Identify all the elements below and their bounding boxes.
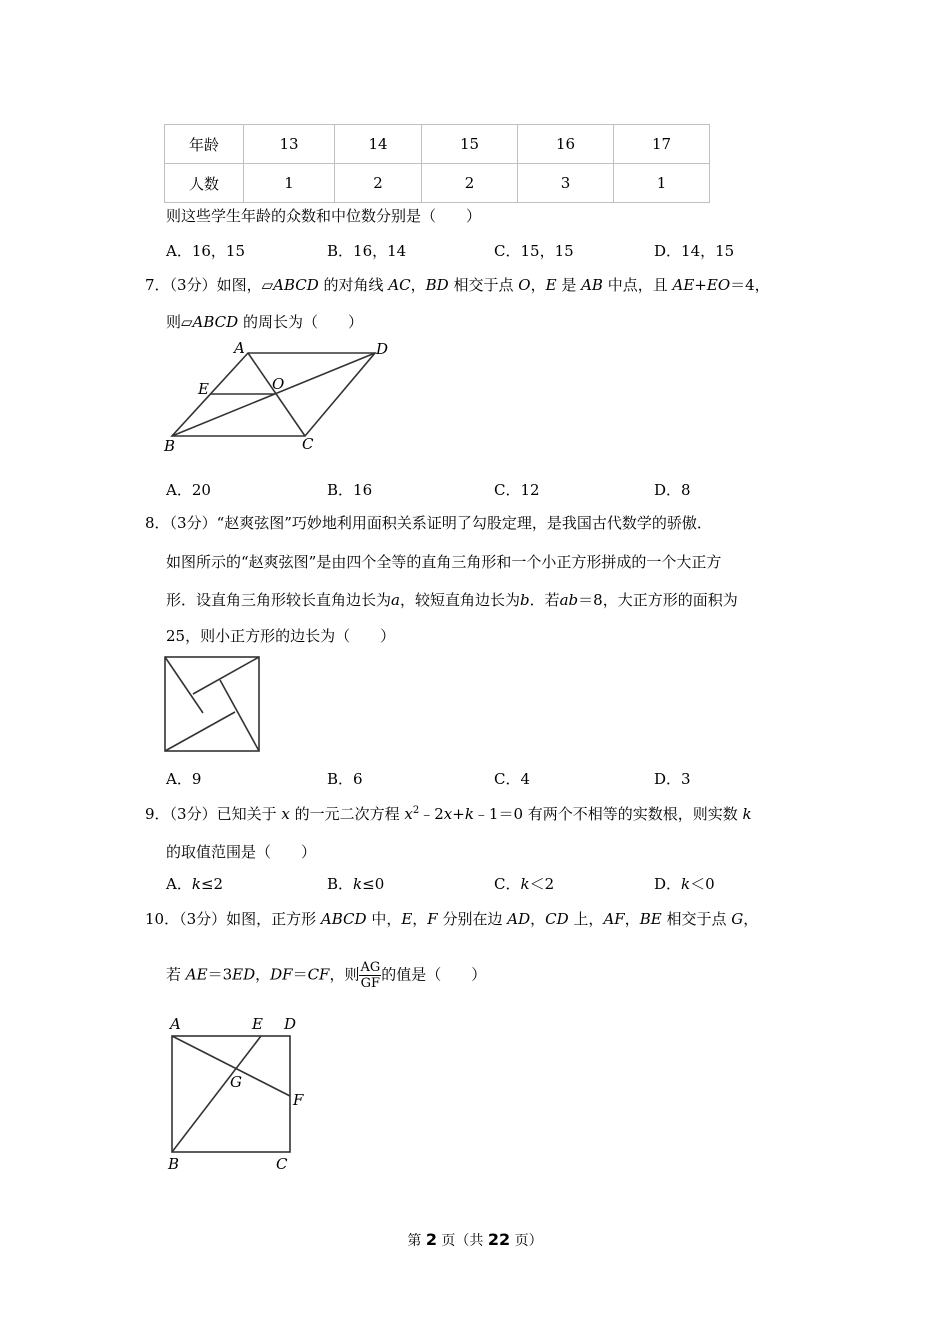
q8-line4: 25，则小正方形的边长为（ ） bbox=[166, 627, 396, 645]
q6-option-c: C．15，15 bbox=[494, 242, 574, 260]
q10-line2: 若 AE＝3ED，DF＝CF，则 $\frac{AG}{GF}$ 的值是（ ） bbox=[166, 960, 487, 991]
q10-number: 10． bbox=[145, 910, 180, 928]
q10-square-figure bbox=[160, 1012, 320, 1177]
q9-option-a: A．k≤2 bbox=[166, 875, 224, 893]
table-cell: 13 bbox=[244, 125, 335, 164]
table-cell: 1 bbox=[244, 164, 335, 203]
q8-option-d: D．3 bbox=[654, 770, 691, 788]
q9-number: 9． bbox=[145, 805, 170, 823]
q8-number: 8． bbox=[145, 514, 170, 532]
total-page-count: 22 bbox=[487, 1230, 511, 1249]
table-cell: 3 bbox=[518, 164, 614, 203]
q10-label-c: C bbox=[276, 1155, 288, 1173]
q7-label-o: O bbox=[272, 375, 285, 393]
q9-option-c: C．k＜2 bbox=[494, 875, 555, 893]
q7-label-c: C bbox=[302, 435, 314, 453]
q10-label-d: D bbox=[284, 1015, 297, 1033]
q7-label-e: E bbox=[198, 380, 209, 398]
q8-option-a: A．9 bbox=[166, 770, 202, 788]
table-cell: 2 bbox=[422, 164, 518, 203]
q7-label-d: D bbox=[376, 340, 389, 358]
q8-option-c: C．4 bbox=[494, 770, 531, 788]
page-footer: 第 2 页（共 22 页） bbox=[407, 1230, 543, 1249]
table-cell: 17 bbox=[614, 125, 710, 164]
q7-line2: 则▱ABCD 的周长为（ ） bbox=[166, 313, 363, 331]
q10-line1: 10．（3分）如图，正方形 ABCD 中，E，F 分别在边 AD，CD 上，AF，BE 相交于点 G， bbox=[145, 910, 759, 928]
q7-option-b: B．16 bbox=[327, 481, 373, 499]
table-row bbox=[165, 164, 710, 203]
q9-option-d: D．k＜0 bbox=[654, 875, 715, 893]
q7-label-b: B bbox=[164, 437, 176, 455]
q7-option-c: C．12 bbox=[494, 481, 540, 499]
table-cell: 2 bbox=[335, 164, 422, 203]
q6-option-d: D．14，15 bbox=[654, 242, 735, 260]
q9-option-b: B．k≤0 bbox=[327, 875, 385, 893]
q8-line3: 形．设直角三角形较长直角边长为a，较短直角边长为b．若ab＝8，大正方形的面积为 bbox=[166, 591, 738, 609]
table-cell: 1 bbox=[614, 164, 710, 203]
age-table bbox=[164, 124, 710, 203]
q7-option-d: D．8 bbox=[654, 481, 691, 499]
q8-zhaoshuang-figure bbox=[162, 654, 262, 754]
q10-label-e: E bbox=[252, 1015, 263, 1033]
q6-option-a: A．16，15 bbox=[166, 242, 246, 260]
q7-label-a: A bbox=[234, 339, 245, 357]
q7-score: （3分） bbox=[169, 276, 217, 294]
q6-question-tail: 则这些学生年龄的众数和中位数分别是（ ） bbox=[166, 207, 482, 225]
table-cell: 15 bbox=[422, 125, 518, 164]
table-header-cell: 年龄 bbox=[165, 125, 244, 164]
table-cell: 16 bbox=[518, 125, 614, 164]
q7-line1: 7．（3分）如图，▱ABCD 的对角线 AC，BD 相交于点 O，E 是 AB 中点，且 AE+EO＝4， bbox=[145, 276, 770, 294]
q8-option-b: B．6 bbox=[327, 770, 363, 788]
q7-option-a: A．20 bbox=[166, 481, 211, 499]
table-cell: 14 bbox=[335, 125, 422, 164]
q7-number: 7． bbox=[145, 276, 170, 294]
q10-label-a: A bbox=[170, 1015, 181, 1033]
q7-parallelogram-figure bbox=[160, 338, 400, 456]
q10-label-g: G bbox=[230, 1073, 242, 1091]
table-row bbox=[165, 125, 710, 164]
ag-over-gf-fraction: $\frac{AG}{GF}$ bbox=[360, 960, 381, 991]
q6-option-b: B．16，14 bbox=[327, 242, 407, 260]
table-header-cell: 人数 bbox=[165, 164, 244, 203]
q9-line1: 9．（3分）已知关于 x 的一元二次方程 $x^2﹣2x+k﹣1=0$ 有两个不相等的实数根，则实数 k bbox=[145, 805, 752, 823]
q8-line1: 8．（3分）“赵爽弦图”巧妙地利用面积关系证明了勾股定理，是我国古代数学的骄傲． bbox=[145, 514, 712, 532]
q8-line2: 如图所示的“赵爽弦图”是由四个全等的直角三角形和一个小正方形拼成的一个大正方 bbox=[166, 553, 722, 571]
current-page-number: 2 bbox=[425, 1230, 437, 1249]
q9-line2: 的取值范围是（ ） bbox=[166, 843, 317, 861]
q10-label-b: B bbox=[168, 1155, 180, 1173]
q10-label-f: F bbox=[293, 1091, 304, 1109]
